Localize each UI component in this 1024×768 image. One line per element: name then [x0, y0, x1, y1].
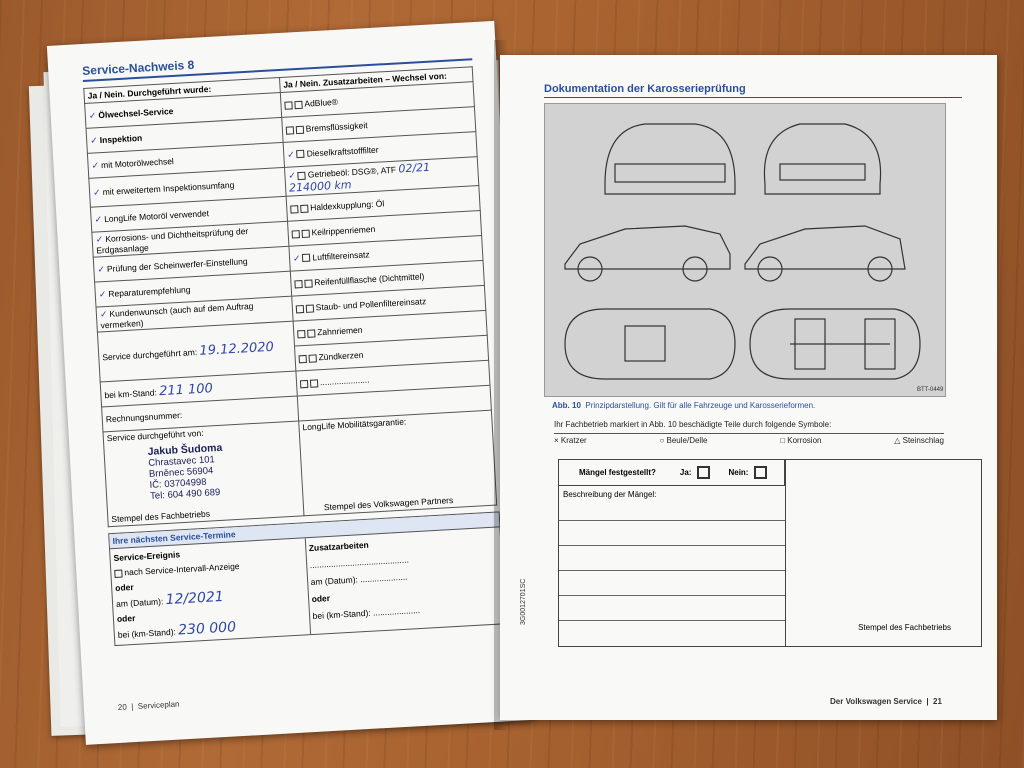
right-footer: Der Volkswagen Service | 21: [830, 697, 942, 706]
next-extra-col: Zusatzarbeiten .......................................... am (Datum): .................... oder bei (km-Stand): ....................: [308, 539, 421, 621]
service-record-title: Service-Nachweis 8: [82, 42, 472, 82]
checkmark-icon: ✓: [288, 170, 297, 181]
car-side-view-hatch: [745, 226, 905, 269]
right-row: ✓ Luftfiltereinsatz: [289, 235, 483, 271]
handwritten-gearbox-note: 02/21 214000 km: [288, 160, 431, 195]
checkmark-icon: ✓: [88, 109, 97, 121]
right-row: ✓ Dieselkraftstofffilter: [283, 132, 477, 168]
left-row: ✓mit erweitertem Inspektionsumfang: [89, 167, 286, 207]
legend-stone-chip: △ Steinschlag: [894, 436, 944, 445]
left-page-service-record: [47, 21, 533, 745]
next-service-box: Ihre nächsten Service-Termine Service-Ereignis nach Service-Intervall-Anzeige oder am (Datum): 12/2021 oder bei (km-Stand): 230 000 Zusatzarbeiten .......................................... am (Datum): .................... oder bei (km-Stand): ....................: [108, 511, 506, 646]
right-row: ✓ Getriebeöl: DSG®, ATF 02/21 214000 km: [284, 157, 478, 197]
checkmark-icon: ✓: [95, 233, 104, 245]
left-row: ✓Korrosions- und Dichtheitsprüfung der Erdgasanlage: [92, 221, 289, 257]
checkmark-icon: ✓: [286, 148, 295, 160]
checkmark-icon: ✓: [99, 308, 108, 319]
handwritten-next-km: 230 000: [177, 619, 237, 639]
checkmark-icon: ✓: [292, 252, 301, 264]
service-date-cell: Service durchgeführt am: 19.12.2020: [97, 321, 295, 382]
damage-legend: Ihr Fachbetrieb markiert in Abb. 10 beschädigte Teile durch folgende Symbole: × Kratzer ○ Beule/Delle □ Korrosion △ Steinschlag: [554, 420, 944, 445]
right-row: AdBlue®: [280, 82, 474, 118]
checkmark-icon: ✓: [97, 263, 106, 274]
car-top-view: [565, 309, 735, 379]
side-code: 3G0012701SC: [520, 578, 527, 625]
right-page-body-inspection: [500, 55, 997, 720]
col-left-header: Ja / Nein. Durchgeführt wurde:: [84, 78, 280, 104]
no-checkbox[interactable]: [754, 466, 767, 479]
left-row: ✓Inspektion: [86, 117, 283, 153]
legend-scratch: × Kratzer: [554, 436, 587, 445]
right-row: Zündkerzen: [294, 335, 488, 371]
car-diagram-figure: [544, 103, 946, 397]
right-row: Haldexkupplung: Öl: [286, 186, 480, 222]
handwritten-service-date: 19.12.2020: [199, 339, 275, 359]
longlife-cell: LongLife Mobilitätsgarantie: Stempel des Volkswagen Partners: [299, 410, 497, 516]
right-row: Zahnriemen: [293, 310, 487, 346]
description-line: [559, 595, 785, 596]
checkmark-icon: ✓: [89, 134, 99, 146]
km-cell: bei km-Stand: 211 100: [100, 371, 297, 407]
service-record-sheet: [82, 42, 497, 527]
yes-checkbox[interactable]: [697, 466, 710, 479]
checkmark-icon: ✓: [98, 288, 107, 299]
left-row: ✓Reparaturempfehlung: [95, 271, 292, 307]
left-row: ✓mit Motorölwechsel: [87, 142, 284, 178]
workshop-stamp: Jakub Šudoma Chrastavec 101 Brněnec 56904 IČ: 03704998 Tel: 604 490 689: [147, 441, 223, 502]
left-row: ✓Kundenwunsch (auch auf dem Auftrag vermerken): [96, 296, 293, 332]
next-event-col: Service-Ereignis nach Service-Intervall-Anzeige oder am (Datum): 12/2021 oder bei (km-Stand): 230 000: [110, 538, 311, 645]
body-inspection-title: Dokumentation der Karosserieprüfung: [544, 83, 962, 98]
right-row: Reifenfüllflasche (Dichtmittel): [290, 260, 484, 296]
left-footer: 20 | Serviceplan: [117, 699, 180, 713]
checkmark-icon: ✓: [91, 159, 100, 171]
invoice-cell: Rechnungsnummer:: [102, 396, 299, 432]
description-line: [559, 545, 785, 546]
right-row: .....................: [296, 360, 490, 396]
car-rear-view-sedan: [605, 124, 735, 194]
left-row: ✓Prüfung der Scheinwerfer-Einstellung: [93, 246, 290, 282]
description-line: [559, 520, 785, 521]
performed-by-cell: Service durchgeführt von: Jakub Šudoma Chrastavec 101 Brněnec 56904 IČ: 03704998 Tel: 604 490 689 Stempel des Fachbetriebs: [103, 421, 304, 527]
figure-caption: Abb. 10 Prinzipdarstellung. Gilt für alle Fahrzeuge und Karosserieformen.: [552, 401, 816, 410]
handwritten-next-date: 12/2021: [165, 588, 225, 609]
checkmark-icon: ✓: [92, 186, 101, 198]
description-line: [559, 570, 785, 571]
left-row: ✓Ölwechsel-Service: [85, 92, 282, 128]
col-right-header: Ja / Nein. Zusatzarbeiten – Wechsel von:: [279, 67, 473, 93]
left-row: ✓LongLife Motoröl verwendet: [90, 196, 287, 232]
car-front-view-hatch: [764, 124, 880, 194]
right-row: Bremsflüssigkeit: [282, 107, 476, 143]
right-row: Keilrippenriemen: [287, 211, 481, 247]
description-line: [559, 620, 785, 621]
figure-code: BTT-0449: [917, 387, 944, 393]
legend-corrosion: □ Korrosion: [780, 436, 822, 445]
car-outline-drawings: [545, 104, 945, 396]
right-row: Staub- und Pollenfiltereinsatz: [292, 285, 486, 321]
defects-box: Mängel festgestellt? Ja: Nein: Beschreibung der Mängel: Stempel des Fachbetriebs: [558, 459, 982, 647]
service-record-table: [83, 66, 497, 527]
legend-dent: ○ Beule/Delle: [659, 436, 708, 445]
handwritten-km: 211 100: [158, 380, 214, 399]
checkmark-icon: ✓: [94, 213, 103, 225]
